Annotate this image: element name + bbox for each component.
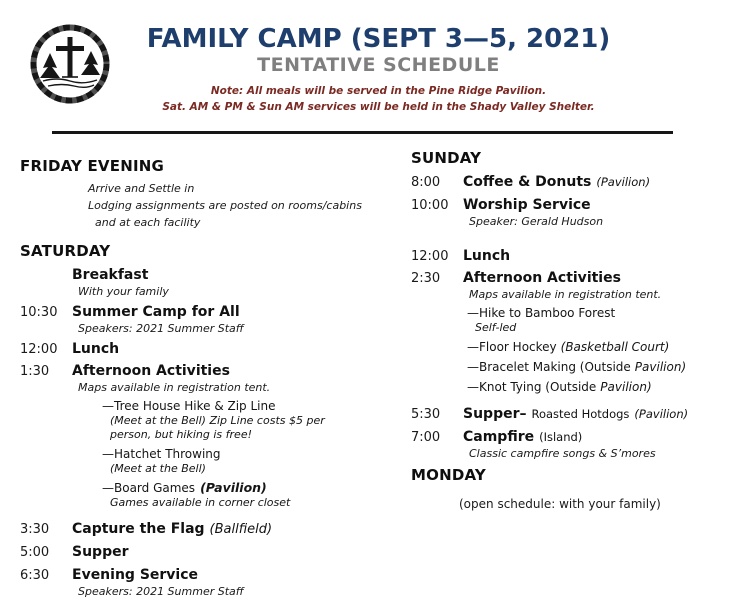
event-subtext: Speaker: Gerald Hudson	[469, 214, 604, 228]
day-header-sunday: SUNDAY	[411, 149, 482, 167]
schedule-row	[20, 521, 408, 538]
schedule-row	[411, 197, 737, 228]
event-title: Lunch	[463, 247, 511, 264]
activity-label: —Board Games	[102, 481, 196, 496]
friday-note: and at each facility	[95, 216, 201, 229]
event-time: 6:30	[20, 567, 50, 583]
schedule-row	[20, 267, 408, 298]
event-time: 2:30	[411, 271, 441, 287]
activity-label: —Tree House Hike & Zip Line	[102, 399, 276, 414]
event-time: 7:00	[411, 429, 441, 445]
event-title: Afternoon Activities	[463, 270, 621, 287]
note-line-2: Sat. AM & PM & Sun AM services will be held in the Shady Valley Shelter.	[162, 100, 595, 113]
event-title: Lunch	[72, 340, 120, 357]
activity-list	[463, 306, 737, 395]
schedule-row	[20, 544, 408, 561]
friday-note: Lodging assignments are posted on rooms/cabins	[88, 199, 362, 212]
event-time: 12:00	[20, 341, 58, 357]
event-title: Campfire	[463, 428, 535, 445]
event-time	[20, 267, 72, 298]
meals-note	[20, 84, 737, 114]
activity-item	[467, 380, 737, 395]
schedule-row	[411, 174, 737, 191]
activity-item	[102, 399, 408, 442]
schedule-row	[20, 341, 408, 358]
schedule-row	[411, 270, 737, 400]
event-time: 12:00	[411, 248, 449, 264]
activity-detail: (Meet at the Bell) Zip Line costs $5 per person, but hiking is free!	[110, 414, 325, 441]
activity-label: —Hatchet Throwing	[102, 446, 221, 461]
event-title: Supper	[72, 543, 129, 560]
day-header-monday: MONDAY	[411, 465, 486, 484]
event-title: Breakfast	[72, 267, 149, 283]
event-time: 8:00	[411, 175, 441, 190]
activity-label: —Floor Hockey	[467, 339, 557, 354]
day-header-saturday: SATURDAY	[20, 242, 111, 260]
activity-detail: (Meet at the Bell)	[110, 461, 206, 475]
sunday-section	[411, 149, 737, 460]
activity-label: —Bracelet Making (Outside	[467, 359, 631, 374]
event-title: Capture the Flag	[72, 521, 205, 538]
event-subtext: Speakers: 2021 Summer Staff	[78, 321, 244, 335]
monday-section	[411, 466, 737, 511]
event-location: (Island)	[539, 429, 583, 444]
event-location: (Ballfield)	[209, 522, 273, 538]
schedule-row	[20, 567, 408, 598]
schedule-row	[20, 363, 408, 515]
friday-section	[20, 157, 408, 229]
event-location: (Pavilion)	[634, 406, 689, 421]
activity-item	[467, 360, 737, 375]
activity-location: (Basketball Court)	[560, 339, 670, 354]
event-subtext: Maps available in registration tent.	[78, 381, 271, 395]
schedule-body	[0, 133, 737, 604]
page-header	[0, 0, 737, 133]
day-header-friday: FRIDAY EVENING	[20, 157, 164, 175]
schedule-row	[20, 304, 408, 335]
event-title: Summer Camp for All	[72, 303, 240, 320]
event-subtext: With your family	[78, 284, 169, 298]
event-time: 10:30	[20, 304, 58, 320]
event-subtext: Speakers: 2021 Summer Staff	[78, 584, 244, 598]
event-subtext: Maps available in registration tent.	[469, 288, 662, 302]
monday-note: (open schedule: with your family)	[459, 496, 661, 511]
event-title: Supper–	[463, 405, 527, 422]
left-column	[20, 133, 408, 604]
schedule-row	[411, 429, 737, 460]
saturday-section	[20, 242, 408, 598]
activity-item	[467, 306, 737, 335]
event-description: Roasted Hotdogs	[531, 406, 630, 421]
camp-logo-cross-trees-icon	[28, 22, 112, 106]
event-time: 1:30	[20, 364, 50, 380]
activity-item	[467, 340, 737, 355]
activity-item	[102, 447, 408, 476]
activity-location: Pavilion)	[600, 379, 652, 394]
event-title: Afternoon Activities	[72, 363, 230, 380]
activity-detail: Games available in corner closet	[110, 496, 291, 510]
event-title: Coffee & Donuts	[463, 174, 592, 190]
activity-location: (Pavilion)	[200, 480, 267, 496]
activity-label: —Knot Tying (Outside	[467, 379, 597, 394]
event-time: 10:00	[411, 197, 449, 213]
page-title: FAMILY CAMP (SEPT 3—5, 2021)	[146, 24, 611, 54]
activity-label: —Hike to Bamboo Forest	[467, 306, 616, 321]
page-subtitle: TENTATIVE SCHEDULE	[257, 54, 500, 77]
event-time: 3:30	[20, 522, 50, 538]
right-column	[408, 133, 737, 604]
note-line-1: Note: All meals will be served in the Pine Ridge Pavilion.	[210, 85, 547, 98]
event-time: 5:30	[411, 406, 441, 422]
event-location: (Pavilion)	[596, 175, 651, 189]
activity-item	[102, 480, 408, 510]
event-time: 5:00	[20, 544, 50, 560]
event-title: Evening Service	[72, 566, 199, 583]
horizontal-divider	[52, 131, 673, 134]
activity-list	[72, 399, 408, 510]
schedule-row	[411, 248, 737, 265]
schedule-row	[411, 406, 737, 423]
event-subtext: Classic campfire songs & S’mores	[469, 446, 656, 460]
event-title: Worship Service	[463, 196, 591, 213]
friday-note: Arrive and Settle in	[88, 182, 195, 195]
activity-detail: Self-led	[475, 321, 517, 335]
activity-location: Pavilion)	[634, 359, 687, 374]
